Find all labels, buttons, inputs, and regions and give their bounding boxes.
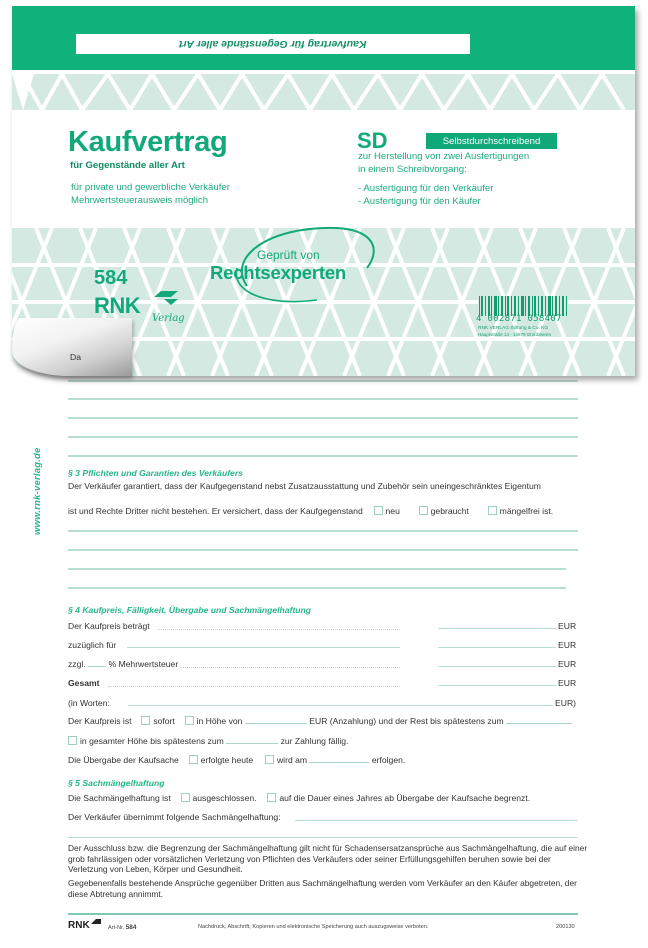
checkbox-gebraucht[interactable] (419, 506, 428, 515)
handover-label: Die Übergabe der Kaufsache (68, 755, 179, 765)
due-row (68, 716, 572, 726)
blank-line[interactable] (68, 417, 578, 419)
extra-field[interactable] (127, 647, 400, 648)
desc-line-2: Mehrwertsteuerausweis möglich (71, 195, 209, 206)
liability-paragraph-2: Gegebenenfalls bestehende Ansprüche gegenüber Dritten aus Sachmängelhaftung werden vom Verkäufer an den Käufer abgetreten, der diese Abtretung annimmt. (68, 878, 577, 899)
sd-badge: Selbstdurchschreibend (426, 133, 557, 149)
checkbox-wird-am[interactable] (265, 755, 274, 764)
blank-line[interactable] (68, 398, 578, 400)
due-end-text: zur Zahlung fällig. (280, 736, 349, 746)
dotted-leader (157, 629, 400, 630)
section-4-heading: § 4 Kaufpreis, Fälligkeit, Übergabe und Sachmängelhaftung (68, 605, 312, 615)
vat-suffix: % Mehrwertsteuer (108, 659, 179, 669)
currency-label: EUR (558, 678, 577, 688)
form-number: 584 (94, 267, 128, 289)
sd-desc-line-2: in einem Schreibvorgang: (358, 163, 467, 175)
currency-label: EUR (558, 621, 577, 631)
section-3-heading: § 3 Pflichten und Garantien des Verkäufers (68, 468, 243, 478)
footer-divider (68, 913, 578, 915)
liability-label: Die Sachmängelhaftung ist (68, 793, 171, 803)
publisher-line: RNK VERLAG Stiftung & Co. KG (478, 326, 549, 331)
desc-line-1: für private und gewerbliche Verkäufer (71, 182, 230, 193)
price-field[interactable] (438, 666, 556, 667)
liability-row (68, 793, 530, 803)
blank-line[interactable] (68, 587, 566, 589)
liability-opt-excluded: ausgeschlossen. (192, 793, 257, 803)
liability-opt-one-year: auf die Dauer eines Jahres ab Übergabe der Kaufsache begrenzt. (279, 793, 531, 803)
blank-line[interactable] (68, 549, 578, 551)
brand-verlag-text: Verlag (152, 313, 185, 324)
currency-label: EUR) (555, 698, 577, 708)
total-field[interactable] (438, 685, 556, 686)
dotted-leader (108, 686, 400, 687)
checkbox-sofort[interactable] (141, 716, 150, 725)
price-row-label: Der Kaufpreis beträgt (68, 621, 150, 631)
vat-prefix: zzgl. (68, 659, 86, 669)
checkbox-neu[interactable] (374, 506, 383, 515)
handover-opt-date: wird am (276, 755, 308, 765)
triangle-pattern-top (12, 70, 635, 114)
brand-logo-text: RNK (94, 293, 141, 318)
currency-label: EUR (558, 659, 577, 669)
section-3-line2 (68, 506, 553, 516)
due-opt-sofort: sofort (153, 716, 175, 726)
sd-description (358, 151, 529, 176)
due-opt-full: in gesamter Höhe bis spätestens zum (80, 736, 224, 746)
blank-line[interactable] (68, 380, 578, 382)
inverted-title-label (76, 34, 470, 54)
cover-title: Kaufvertrag (68, 126, 228, 158)
footer-brand: RNK (68, 920, 90, 931)
seal-top-text: Geprüft von (257, 248, 320, 262)
total-label: Gesamt (68, 678, 100, 688)
art-label: Art-Nr. (108, 925, 125, 931)
sd-copies-list (358, 182, 493, 208)
handover-opt-today: erfolgte heute (200, 755, 254, 765)
side-url: www.rnk-verlag.de (32, 447, 43, 535)
checkbox-ein-jahr[interactable] (267, 793, 276, 802)
due-opt-hoehe: in Höhe von (196, 716, 243, 726)
handover-date-field[interactable] (309, 755, 369, 763)
sd-list-item: - Ausfertigung für den Verkäufer (358, 183, 494, 194)
page-curl[interactable] (12, 318, 132, 376)
footer-brand-mark-icon (91, 919, 101, 925)
sd-list-item: - Ausfertigung für den Käufer (358, 196, 481, 207)
inverted-title-text: Kaufvertrag für Gegenstände aller Art (179, 38, 367, 50)
option-neu-label: neu (385, 506, 400, 516)
seal-main-text: Rechtsexperten (210, 262, 347, 283)
handover-end-text: erfolgen. (371, 755, 406, 765)
peek-text: Da (70, 352, 81, 362)
checkbox-maengelfrei[interactable] (488, 506, 497, 515)
footer-copyright-notice: Nachdruck, Abschrift, Kopieren und elektronische Speicherung auch auszugsweise verboten. (198, 924, 429, 930)
due-mid-text: EUR (Anzahlung) und der Rest bis spätestens zum (309, 716, 504, 726)
sd-label: SD (357, 128, 388, 153)
sd-desc-line-1: zur Herstellung von zwei Ausfertigungen (358, 151, 530, 162)
section-3-line2-text: ist und Rechte Dritter nicht bestehen. Er versichert, dass der Kaufgegenstand (68, 506, 363, 516)
cover-description (71, 181, 230, 207)
blank-line[interactable] (68, 837, 578, 838)
liability-taken-label: Der Verkäufer übernimmt folgende Sachmängelhaftung: (68, 812, 281, 822)
blank-line[interactable] (68, 436, 578, 438)
checkbox-ausgeschlossen[interactable] (181, 793, 190, 802)
vat-row (68, 659, 178, 669)
in-words-field[interactable] (128, 705, 553, 706)
option-gebraucht-label: gebraucht (430, 506, 469, 516)
brand-mark-icon (154, 291, 178, 305)
vat-percent-field[interactable] (88, 659, 106, 667)
in-words-label: (in Worten: (68, 698, 110, 708)
cover-subtitle: für Gegenstände aller Art (70, 160, 185, 171)
section-5-heading: § 5 Sachmängelhaftung (68, 778, 165, 788)
deposit-amount-field[interactable] (245, 716, 307, 724)
barcode-icon (478, 296, 568, 316)
due-label: Der Kaufpreis ist (68, 716, 132, 726)
due-full-row (68, 736, 348, 746)
blank-line[interactable] (68, 455, 578, 457)
art-number: 584 (125, 924, 137, 931)
liability-taken-field[interactable] (295, 820, 578, 821)
barcode-number: 4 002871 058407 (476, 314, 562, 324)
full-due-date-field[interactable] (226, 736, 278, 744)
checkbox-in-hoehe-von[interactable] (185, 716, 194, 725)
currency-label: EUR (558, 640, 577, 650)
checkbox-gesamter-hoehe[interactable] (68, 736, 77, 745)
blank-line[interactable] (68, 568, 566, 570)
price-field[interactable] (438, 647, 556, 648)
price-field[interactable] (438, 628, 556, 629)
cover-top-band (12, 6, 635, 70)
price-row-label: zuzüglich für (68, 640, 117, 650)
option-maengelfrei-label: mängelfrei ist. (499, 506, 554, 516)
checkbox-erfolgte-heute[interactable] (189, 755, 198, 764)
blank-line[interactable] (68, 530, 578, 532)
footer-art-number (108, 924, 136, 931)
footer-code: 200130 (556, 924, 575, 930)
dotted-leader (180, 667, 400, 668)
section-3-line1: Der Verkäufer garantiert, dass der Kaufgegenstand nebst Zusatzausstattung und Zubehör sein uneingeschränktes Eigentum (68, 481, 541, 491)
handover-row (68, 755, 405, 765)
rest-due-date-field[interactable] (506, 716, 572, 724)
liability-paragraph-1: Der Ausschluss bzw. die Begrenzung der Sachmängelhaftung gilt nicht für Schadensersatzansprüche aus Sachmängelhaftung, die auf einer grob fahrlässigen oder vorsätzlichen Verletzung von Pflichten des Verkäufers oder seiner Erfüllungsgehilfen beruhen sowie bei der Verletzung von Leben, Körper und Gesundheit. (68, 843, 588, 875)
publisher-address: Hauptstraße 14 · 14979 Großbeeren (478, 332, 552, 337)
